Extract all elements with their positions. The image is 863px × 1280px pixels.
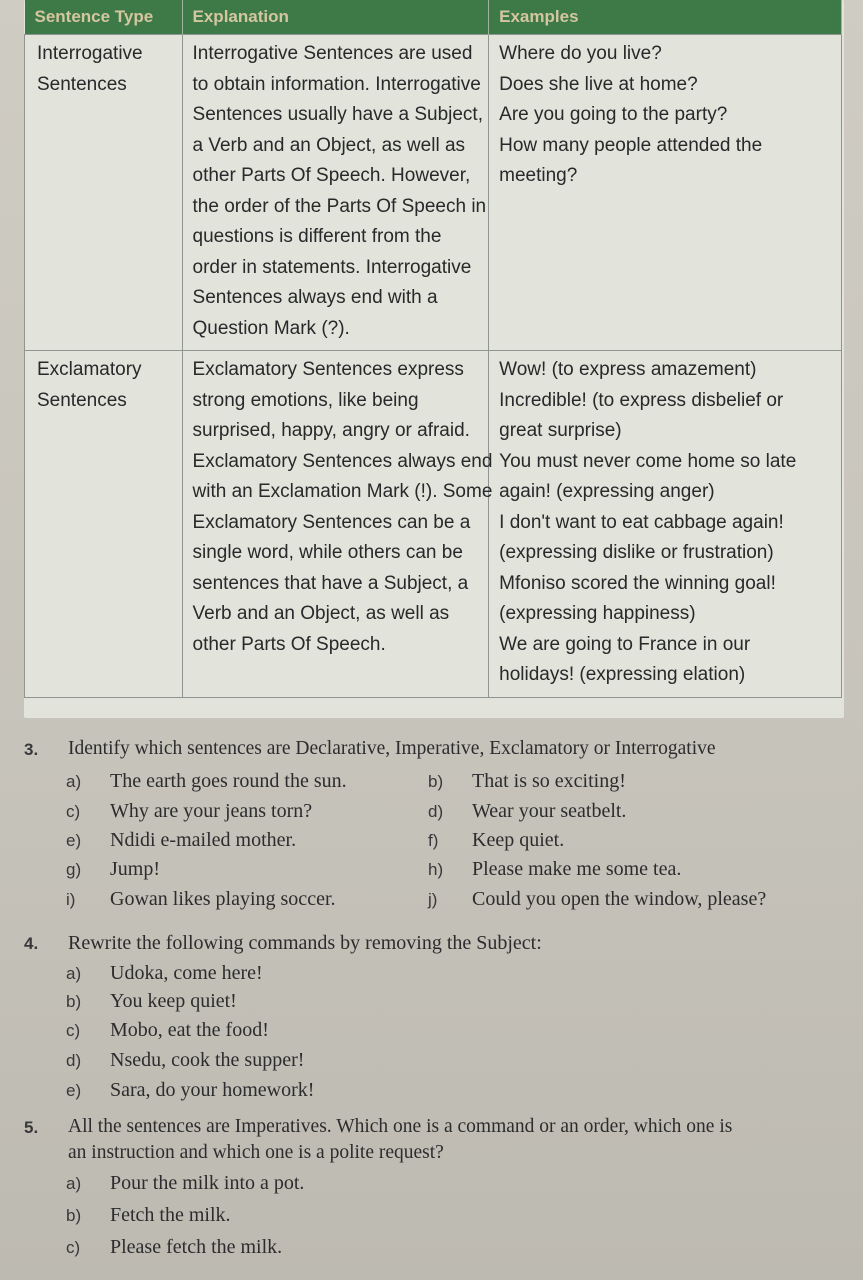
- cell-line: Mfoniso scored the winning goal!: [499, 572, 776, 594]
- cell-line: Verb and an Object, as well as: [192, 603, 450, 624]
- header-explanation: Explanation: [182, 0, 489, 35]
- cell-line: We are going to France in our: [499, 633, 751, 655]
- list-item: [66, 888, 336, 911]
- cell-line: Sentences: [37, 73, 127, 95]
- list-item: [66, 829, 296, 852]
- cell-line: Incredible! (to express disbelief or: [499, 389, 784, 411]
- cell-line: order in statements. Interrogative: [192, 256, 472, 278]
- cell-line: great surprise): [499, 420, 622, 441]
- item-text: Udoka, come here!: [110, 962, 263, 984]
- list-item: [66, 1049, 304, 1072]
- item-label: a): [66, 1174, 82, 1193]
- question-text-line-2: an instruction and which one is a polite request?: [68, 1142, 444, 1163]
- list-item: [66, 1019, 269, 1042]
- cell-line: Sentences always end with a: [192, 287, 438, 308]
- item-text: Sara, do your homework!: [110, 1079, 315, 1101]
- item-text: Fetch the milk.: [110, 1204, 231, 1226]
- cell-line: Where do you live?: [499, 43, 662, 64]
- item-text: Wear your seatbelt.: [472, 800, 627, 822]
- list-item: [428, 770, 626, 793]
- cell-line: (expressing dislike or frustration): [499, 542, 774, 563]
- cell-line: with an Exclamation Mark (!). Some: [192, 481, 493, 502]
- list-item: [428, 888, 766, 911]
- item-label: d): [66, 1051, 82, 1070]
- cell-line: Are you going to the party?: [499, 104, 728, 125]
- cell-line: the order of the Parts Of Speech in: [192, 195, 487, 217]
- cell-line: (expressing happiness): [499, 603, 696, 624]
- item-label: i): [66, 890, 76, 909]
- item-label: a): [66, 964, 82, 983]
- cell-line: to obtain information. Interrogative: [192, 73, 481, 95]
- list-item: [66, 858, 160, 881]
- table-row: [25, 35, 842, 351]
- sentence-types-table: [24, 0, 842, 698]
- cell-line: strong emotions, like being: [192, 389, 419, 411]
- item-label: j): [428, 890, 438, 909]
- cell-line: other Parts Of Speech.: [192, 633, 386, 655]
- list-item: [66, 1204, 231, 1227]
- list-item: [66, 1172, 304, 1195]
- table-row: [25, 351, 842, 698]
- item-label: b): [66, 992, 82, 1011]
- cell-line: Sentences usually have a Subject,: [192, 104, 483, 125]
- cell-line: Question Mark (?).: [192, 317, 350, 339]
- cell-line: meeting?: [499, 165, 578, 186]
- cell-line: Does she live at home?: [499, 73, 698, 95]
- item-text: Could you open the window, please?: [472, 888, 767, 910]
- cell-line: I don't want to eat cabbage again!: [499, 511, 784, 533]
- item-text: Ndidi e-mailed mother.: [110, 829, 297, 851]
- cell-explanation: [182, 35, 489, 351]
- cell-line: You must never come home so late: [499, 450, 797, 472]
- item-label: d): [428, 802, 444, 821]
- item-text: Mobo, eat the food!: [110, 1019, 269, 1041]
- cell-line: Exclamatory Sentences can be a: [192, 511, 471, 533]
- cell-line: single word, while others can be: [192, 542, 463, 563]
- item-text: The earth goes round the sun.: [110, 770, 347, 792]
- item-label: f): [428, 831, 439, 850]
- item-label: g): [66, 860, 82, 879]
- item-text: Please fetch the milk.: [110, 1236, 283, 1258]
- list-item: [66, 800, 312, 823]
- cell-examples: [489, 351, 842, 698]
- item-label: a): [66, 772, 82, 791]
- item-label: h): [428, 860, 444, 879]
- cell-examples: [489, 35, 842, 351]
- list-item: [66, 962, 263, 985]
- header-examples: Examples: [489, 0, 842, 35]
- header-sentence-type: Sentence Type: [25, 0, 183, 35]
- list-item: [428, 800, 626, 823]
- list-item: [66, 990, 237, 1013]
- item-text: Pour the milk into a pot.: [110, 1172, 305, 1194]
- cell-sentence-type: [25, 351, 183, 698]
- cell-line: other Parts Of Speech. However,: [192, 165, 471, 186]
- item-text: That is so exciting!: [472, 770, 626, 792]
- sentence-types-table-panel: [24, 0, 844, 718]
- item-label: e): [66, 1081, 82, 1100]
- cell-line: a Verb and an Object, as well as: [192, 134, 466, 156]
- cell-line: Exclamatory: [37, 359, 142, 380]
- question-number: 5.: [24, 1118, 39, 1137]
- cell-line: again! (expressing anger): [499, 481, 715, 502]
- item-label: b): [66, 1206, 82, 1225]
- question-number: 4.: [24, 934, 39, 953]
- cell-line: sentences that have a Subject, a: [192, 572, 469, 594]
- cell-sentence-type: [25, 35, 183, 351]
- cell-line: Sentences: [37, 389, 127, 411]
- question-text: Rewrite the following commands by removing the Subject:: [68, 932, 542, 954]
- question-text: Identify which sentences are Declarative, Imperative, Exclamatory or Interrogative: [68, 738, 716, 759]
- list-item: [66, 1236, 282, 1259]
- list-item: [66, 1079, 314, 1102]
- item-text: Keep quiet.: [472, 829, 565, 851]
- cell-explanation: [182, 351, 493, 698]
- list-item: [66, 770, 347, 793]
- question-text-line-1: All the sentences are Imperatives. Which one is a command or an order, which one is: [68, 1116, 733, 1137]
- item-label: e): [66, 831, 82, 850]
- item-text: Why are your jeans torn?: [110, 800, 313, 822]
- table-header-row: [25, 0, 842, 35]
- item-text: You keep quiet!: [110, 990, 237, 1012]
- cell-line: Exclamatory Sentences express: [192, 359, 464, 380]
- item-text: Jump!: [110, 858, 160, 880]
- list-item: [428, 829, 564, 852]
- cell-line: surprised, happy, angry or afraid.: [192, 420, 470, 441]
- list-item: [428, 858, 681, 881]
- cell-line: Interrogative: [37, 43, 143, 64]
- cell-line: Wow! (to express amazement): [499, 359, 757, 380]
- cell-line: holidays! (expressing elation): [499, 664, 746, 685]
- item-label: c): [66, 1238, 81, 1257]
- item-text: Gowan likes playing soccer.: [110, 888, 336, 910]
- item-label: c): [66, 1021, 81, 1040]
- question-number: 3.: [24, 740, 39, 759]
- cell-line: Exclamatory Sentences always end: [192, 450, 493, 472]
- item-text: Nsedu, cook the supper!: [110, 1049, 305, 1071]
- item-text: Please make me some tea.: [472, 858, 682, 880]
- item-label: c): [66, 802, 81, 821]
- item-label: b): [428, 772, 444, 791]
- cell-line: questions is different from the: [192, 226, 442, 247]
- cell-line: How many people attended the: [499, 134, 763, 156]
- cell-line: Interrogative Sentences are used: [192, 43, 473, 64]
